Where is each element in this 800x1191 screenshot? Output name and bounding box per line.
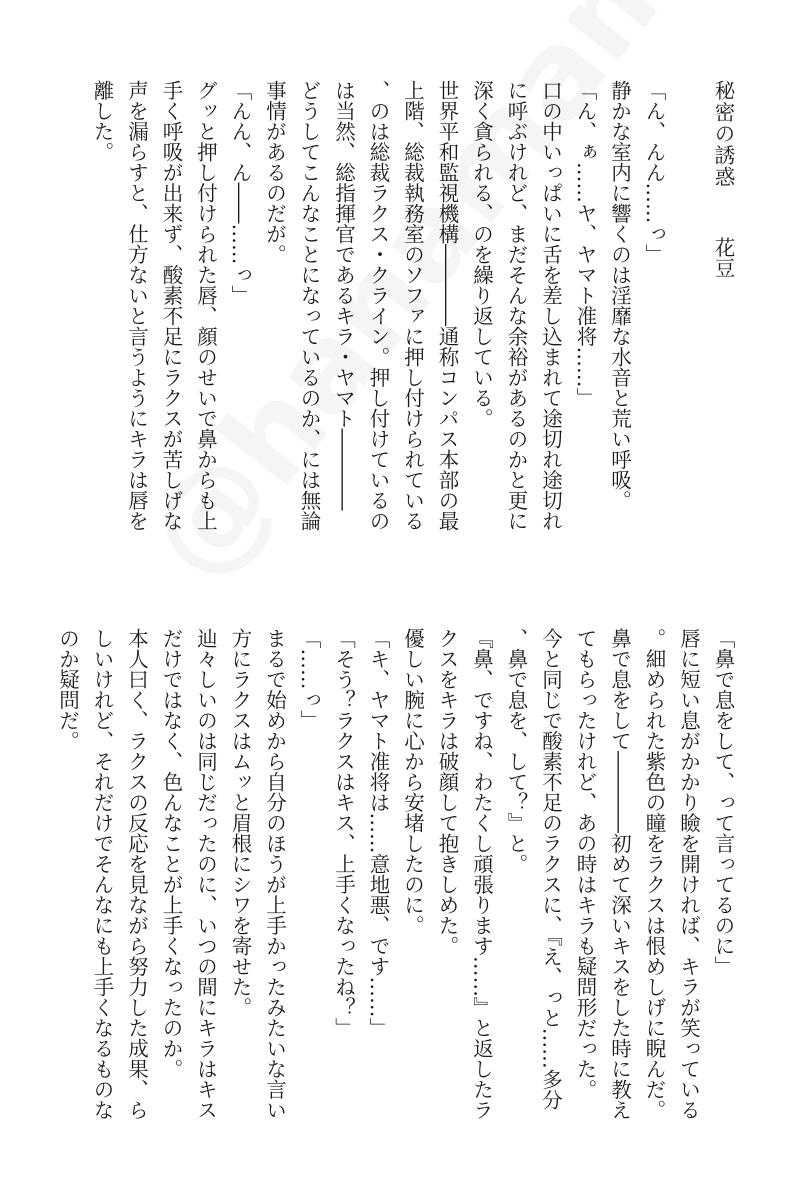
text-column: てもらったけれど、あの時はキラも疑問形だった。 xyxy=(573,628,597,1100)
paragraph xyxy=(50,628,154,1148)
text-column: 上階、総裁執務室のソファに押し付けられている xyxy=(400,80,425,531)
text-column: グッと押し付けられた唇、顔のせいで鼻からも上 xyxy=(193,80,218,531)
text-column: に呼ぶけれど、まだそんな余裕があるのかと更に xyxy=(504,80,528,531)
paragraph xyxy=(257,80,326,550)
text-column: 今と同じで酸素不足のラクスに、『え、っと……多分 xyxy=(538,628,563,1110)
text-column: 世界平和監視機構――――通称コンパス本部の最 xyxy=(435,80,459,531)
paragraph: 優しい腕に心から安堵したのに。 xyxy=(400,628,425,936)
paragraph xyxy=(568,628,706,1148)
text-column: まるで始めから自分のほうが上手かったみたいな言い xyxy=(262,628,287,1120)
text-column: だけではなく、色んなことが上手くなったのか。 xyxy=(159,628,183,1079)
text-column: 『鼻、ですね、わたくし頑張ります……』と返したラ xyxy=(469,628,494,1120)
text-column: 口の中いっぱいに舌を差し込まれて途切れ途切れ xyxy=(538,80,563,531)
text-column: 声を漏らすと、仕方ないと言うようにキラは唇を xyxy=(124,80,149,531)
paragraph xyxy=(326,80,464,550)
paragraph: 「ん、ぁ……ヤ、ヤマト准将……」 xyxy=(573,80,597,408)
spacer-column xyxy=(671,80,706,550)
paragraph xyxy=(499,628,568,1148)
text-column: 方にラクスはムッと眉根にシワを寄せた。 xyxy=(228,628,252,1018)
paragraph xyxy=(154,628,223,1148)
text-column: どうしてこんなことになっているのか、には無論 xyxy=(297,80,321,531)
text-column: のか疑問だ。 xyxy=(55,628,80,751)
story-title: 秘密の誘惑 xyxy=(711,80,735,188)
text-column: クスをキラは破顔して抱きしめた。 xyxy=(435,628,459,956)
story-author: 花豆 xyxy=(711,236,735,278)
paragraph xyxy=(223,628,292,1148)
paragraph xyxy=(464,80,568,550)
text-column: 離した。 xyxy=(90,80,114,162)
paragraph xyxy=(430,628,499,1148)
paragraph: 「ん、んん……っ」 xyxy=(642,80,666,265)
paragraph: 「キ、ヤマト准将は……意地悪、です……」 xyxy=(366,628,390,1038)
text-column: 事情があるのだが。 xyxy=(262,80,287,265)
text-column: 手く呼吸が出来ず、酸素不足にラクスが苦しげな xyxy=(159,80,183,531)
text-column: 辿々しいのは同じだったのに、いつの間にキラはキス xyxy=(193,628,218,1120)
paragraph: 「んん、ん――……っ」 xyxy=(228,80,252,306)
paragraph: 「そう？ラクスはキス、上手くなったね？」 xyxy=(331,628,356,1038)
text-column: 鼻で息をして――――初めて深いキスをした時に教え xyxy=(607,628,632,1120)
paragraph xyxy=(85,80,223,550)
text-column: 。細められた紫色の瞳をラクスは恨めしげに睨んだ。 xyxy=(642,628,666,1120)
top-text-block xyxy=(85,80,741,550)
text-column: 、鼻で息を、して？』と。 xyxy=(504,628,528,874)
paragraph: 「鼻で息をして、って言ってるのに」 xyxy=(711,628,735,977)
text-column: 深く貪られる、のを繰り返している。 xyxy=(469,80,494,429)
paragraph: 静かな室内に響くのは淫靡な水音と荒い呼吸。 xyxy=(607,80,632,511)
text-column: は当然、総指揮官であるキラ・ヤマト―――― xyxy=(331,80,356,511)
bottom-text-block xyxy=(50,628,740,1148)
text-column: 本人曰く、ラクスの反応を見ながら努力した成果、ら xyxy=(124,628,149,1120)
paragraph: 「……っ」 xyxy=(297,628,321,731)
text-column: 唇に短い息がかかり瞼を開ければ、キラが笑っている xyxy=(676,628,701,1120)
text-column: しいけれど、それだけでそんなにも上手くなるものな xyxy=(90,628,114,1120)
title-line xyxy=(706,80,741,550)
text-column: 、のは総裁ラクス・クライン。押し付けているの xyxy=(366,80,390,531)
